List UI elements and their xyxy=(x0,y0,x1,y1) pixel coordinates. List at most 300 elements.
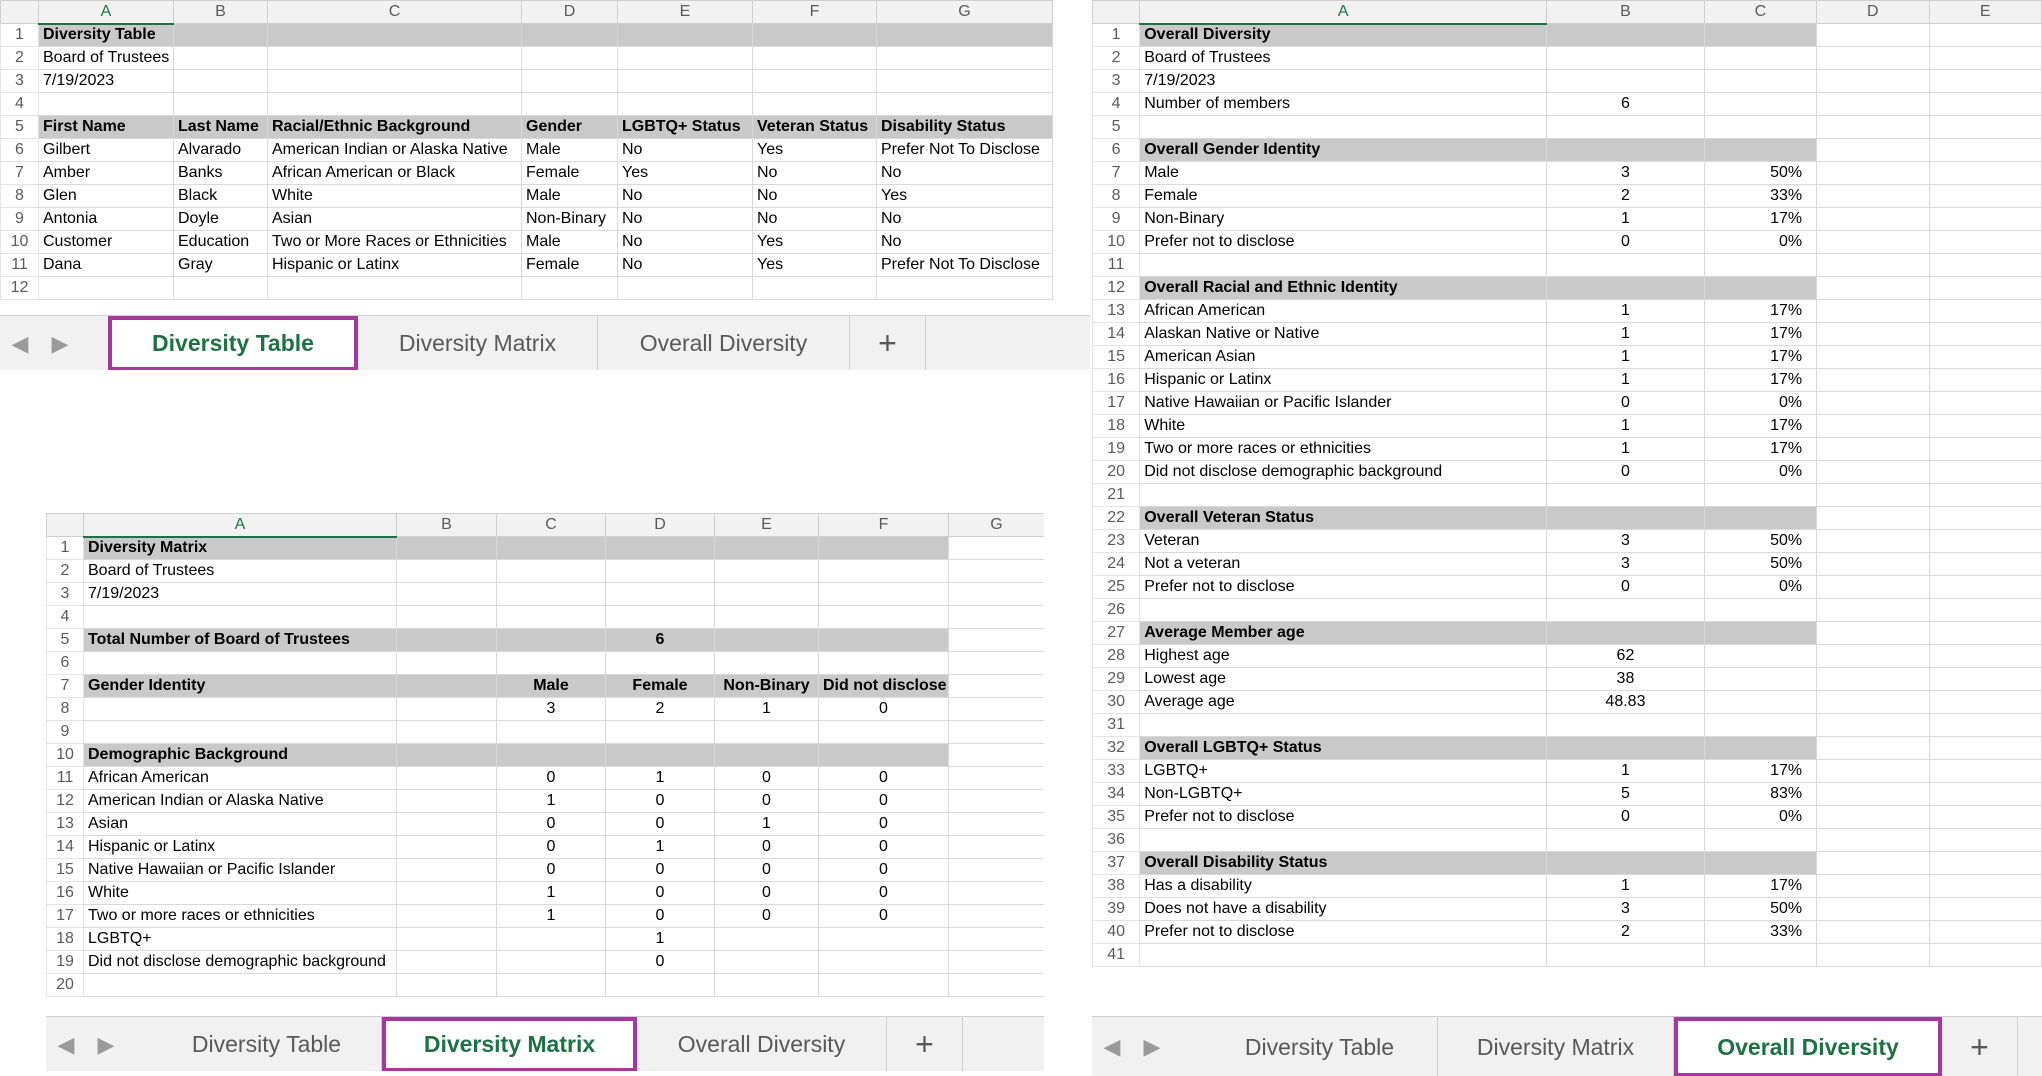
cell[interactable]: 6 xyxy=(606,629,715,652)
cell[interactable] xyxy=(397,652,497,675)
cell[interactable]: 1 xyxy=(1547,415,1704,438)
cell[interactable] xyxy=(268,277,522,300)
cell[interactable]: 7/19/2023 xyxy=(1140,70,1547,93)
cell[interactable]: 50% xyxy=(1704,553,1816,576)
cell[interactable] xyxy=(397,744,497,767)
cell[interactable] xyxy=(1817,737,1929,760)
cell[interactable] xyxy=(819,606,949,629)
select-all-corner[interactable] xyxy=(47,514,84,537)
cell[interactable]: Hispanic or Latinx xyxy=(1140,369,1547,392)
cell[interactable] xyxy=(397,836,497,859)
cell[interactable]: Prefer Not To Disclose xyxy=(877,254,1053,277)
row-header[interactable]: 20 xyxy=(47,974,84,997)
cell[interactable] xyxy=(1929,622,2041,645)
cell[interactable] xyxy=(1817,829,1929,852)
cell[interactable] xyxy=(1817,438,1929,461)
cell[interactable] xyxy=(606,974,715,997)
row-header[interactable]: 2 xyxy=(1,47,39,70)
cell[interactable]: No xyxy=(753,208,877,231)
cell[interactable] xyxy=(497,583,606,606)
cell[interactable]: Overall Disability Status xyxy=(1140,852,1547,875)
cell[interactable] xyxy=(1817,70,1929,93)
chevron-left-icon[interactable]: ◀ xyxy=(57,1031,75,1057)
row-header[interactable]: 17 xyxy=(1093,392,1140,415)
cell[interactable] xyxy=(1929,760,2041,783)
cell[interactable] xyxy=(715,537,819,560)
cell[interactable]: No xyxy=(877,208,1053,231)
cell[interactable] xyxy=(1817,392,1929,415)
cell[interactable]: 0 xyxy=(606,859,715,882)
cell[interactable] xyxy=(819,629,949,652)
cell[interactable]: 1 xyxy=(497,882,606,905)
cell[interactable]: No xyxy=(618,208,753,231)
cell[interactable] xyxy=(715,629,819,652)
cell[interactable] xyxy=(949,629,1045,652)
cell[interactable] xyxy=(1817,139,1929,162)
cell[interactable] xyxy=(1704,599,1816,622)
cell[interactable]: Did not disclose xyxy=(819,675,949,698)
cell[interactable]: African American or Black xyxy=(268,162,522,185)
cell[interactable] xyxy=(497,537,606,560)
column-header[interactable]: B xyxy=(174,1,268,24)
cell[interactable]: American Indian or Alaska Native xyxy=(84,790,397,813)
column-header[interactable]: C xyxy=(1704,1,1816,24)
row-header[interactable]: 1 xyxy=(47,537,84,560)
column-header[interactable]: B xyxy=(397,514,497,537)
cell[interactable] xyxy=(84,698,397,721)
cell[interactable] xyxy=(522,93,618,116)
cell[interactable]: Non-LGBTQ+ xyxy=(1140,783,1547,806)
cell[interactable]: American Indian or Alaska Native xyxy=(268,139,522,162)
cell[interactable] xyxy=(819,652,949,675)
cell[interactable] xyxy=(1547,714,1704,737)
column-header[interactable]: B xyxy=(1547,1,1704,24)
column-header[interactable]: D xyxy=(1817,1,1929,24)
cell[interactable] xyxy=(1929,691,2041,714)
cell[interactable]: Male xyxy=(1140,162,1547,185)
cell[interactable]: 17% xyxy=(1704,346,1816,369)
cell[interactable]: Male xyxy=(522,185,618,208)
cell[interactable] xyxy=(1929,806,2041,829)
cell[interactable]: Amber xyxy=(39,162,174,185)
column-header[interactable]: D xyxy=(522,1,618,24)
cell[interactable] xyxy=(1929,185,2041,208)
cell[interactable] xyxy=(949,974,1045,997)
row-header[interactable]: 10 xyxy=(47,744,84,767)
row-header[interactable]: 8 xyxy=(47,698,84,721)
cell[interactable]: 0% xyxy=(1704,461,1816,484)
cell[interactable]: 1 xyxy=(1547,300,1704,323)
cell[interactable] xyxy=(1704,93,1816,116)
cell[interactable]: No xyxy=(877,162,1053,185)
cell[interactable] xyxy=(174,47,268,70)
row-header[interactable]: 6 xyxy=(47,652,84,675)
cell[interactable] xyxy=(497,606,606,629)
cell[interactable]: Did not disclose demographic background xyxy=(84,951,397,974)
cell[interactable] xyxy=(949,928,1045,951)
row-header[interactable]: 8 xyxy=(1093,185,1140,208)
row-header[interactable]: 34 xyxy=(1093,783,1140,806)
cell[interactable] xyxy=(397,882,497,905)
row-header[interactable]: 36 xyxy=(1093,829,1140,852)
cell[interactable]: No xyxy=(618,254,753,277)
cell[interactable]: Average Member age xyxy=(1140,622,1547,645)
cell[interactable] xyxy=(1817,461,1929,484)
cell[interactable]: LGBTQ+ xyxy=(1140,760,1547,783)
cell[interactable] xyxy=(949,560,1045,583)
cell[interactable] xyxy=(1817,898,1929,921)
column-header[interactable]: C xyxy=(268,1,522,24)
chevron-left-icon[interactable]: ◀ xyxy=(11,330,29,356)
cell[interactable] xyxy=(1929,737,2041,760)
cell[interactable] xyxy=(397,629,497,652)
cell[interactable]: Gender Identity xyxy=(84,675,397,698)
cell[interactable] xyxy=(606,744,715,767)
cell[interactable]: American Asian xyxy=(1140,346,1547,369)
cell[interactable] xyxy=(949,537,1045,560)
cell[interactable]: First Name xyxy=(39,116,174,139)
cell[interactable]: 2 xyxy=(1547,921,1704,944)
cell[interactable] xyxy=(1817,231,1929,254)
cell[interactable] xyxy=(268,47,522,70)
cell[interactable] xyxy=(1817,875,1929,898)
cell[interactable]: 2 xyxy=(606,698,715,721)
cell[interactable]: No xyxy=(877,231,1053,254)
cell[interactable]: Average age xyxy=(1140,691,1547,714)
tab-overall-diversity[interactable]: Overall Diversity xyxy=(1674,1017,1942,1076)
cell[interactable]: 62 xyxy=(1547,645,1704,668)
cell[interactable]: 0 xyxy=(819,905,949,928)
cell[interactable] xyxy=(1929,898,2041,921)
row-header[interactable]: 6 xyxy=(1093,139,1140,162)
cell[interactable] xyxy=(949,721,1045,744)
row-header[interactable]: 19 xyxy=(47,951,84,974)
cell[interactable] xyxy=(1817,116,1929,139)
column-header[interactable]: F xyxy=(819,514,949,537)
cell[interactable] xyxy=(1817,185,1929,208)
cell[interactable] xyxy=(522,24,618,47)
tab-overall-diversity[interactable]: Overall Diversity xyxy=(637,1017,887,1071)
cell[interactable] xyxy=(949,813,1045,836)
cell[interactable]: Gray xyxy=(174,254,268,277)
cell[interactable] xyxy=(174,70,268,93)
cell[interactable] xyxy=(1817,484,1929,507)
cell[interactable]: Male xyxy=(522,139,618,162)
cell[interactable] xyxy=(1929,231,2041,254)
cell[interactable]: Yes xyxy=(753,139,877,162)
cell[interactable] xyxy=(819,974,949,997)
cell[interactable]: Doyle xyxy=(174,208,268,231)
cell[interactable] xyxy=(1817,760,1929,783)
cell[interactable] xyxy=(1929,415,2041,438)
cell[interactable]: White xyxy=(1140,415,1547,438)
cell[interactable] xyxy=(949,859,1045,882)
cell[interactable] xyxy=(1817,852,1929,875)
cell[interactable] xyxy=(1140,829,1547,852)
cell[interactable] xyxy=(1929,484,2041,507)
cell[interactable] xyxy=(1817,208,1929,231)
row-header[interactable]: 15 xyxy=(47,859,84,882)
cell[interactable] xyxy=(606,583,715,606)
cell[interactable]: 7/19/2023 xyxy=(84,583,397,606)
cell[interactable] xyxy=(1547,70,1704,93)
cell[interactable]: Prefer not to disclose xyxy=(1140,806,1547,829)
row-header[interactable]: 25 xyxy=(1093,576,1140,599)
cell[interactable]: Racial/Ethnic Background xyxy=(268,116,522,139)
cell[interactable]: Not a veteran xyxy=(1140,553,1547,576)
cell[interactable] xyxy=(877,47,1053,70)
row-header[interactable]: 18 xyxy=(47,928,84,951)
cell[interactable]: Board of Trustees xyxy=(39,47,174,70)
row-header[interactable]: 12 xyxy=(1,277,39,300)
cell[interactable]: 6 xyxy=(1547,93,1704,116)
cell[interactable] xyxy=(606,560,715,583)
cell[interactable]: Gender xyxy=(522,116,618,139)
cell[interactable] xyxy=(497,652,606,675)
cell[interactable] xyxy=(1704,70,1816,93)
cell[interactable] xyxy=(1929,645,2041,668)
cell[interactable]: Diversity Table xyxy=(39,24,174,47)
cell[interactable] xyxy=(949,882,1045,905)
cell[interactable] xyxy=(715,721,819,744)
cell[interactable]: Veteran Status xyxy=(753,116,877,139)
cell[interactable] xyxy=(1929,162,2041,185)
cell[interactable] xyxy=(397,859,497,882)
row-header[interactable]: 24 xyxy=(1093,553,1140,576)
cell[interactable]: 0 xyxy=(606,951,715,974)
cell[interactable] xyxy=(877,277,1053,300)
tab-diversity-matrix[interactable]: Diversity Matrix xyxy=(358,316,598,370)
cell[interactable]: Overall Diversity xyxy=(1140,24,1547,47)
cell[interactable] xyxy=(1929,277,2041,300)
cell[interactable] xyxy=(1704,714,1816,737)
row-header[interactable]: 2 xyxy=(47,560,84,583)
cell[interactable] xyxy=(949,583,1045,606)
cell[interactable] xyxy=(949,606,1045,629)
cell[interactable] xyxy=(1817,93,1929,116)
cell[interactable] xyxy=(1547,829,1704,852)
cell[interactable]: 0 xyxy=(715,790,819,813)
cell[interactable]: 0 xyxy=(606,790,715,813)
cell[interactable]: Male xyxy=(522,231,618,254)
row-header[interactable]: 41 xyxy=(1093,944,1140,967)
cell[interactable] xyxy=(1817,323,1929,346)
add-sheet-button[interactable]: + xyxy=(1942,1017,2018,1076)
cell[interactable]: Dana xyxy=(39,254,174,277)
cell[interactable] xyxy=(1547,139,1704,162)
cell[interactable]: 17% xyxy=(1704,415,1816,438)
cell[interactable] xyxy=(715,974,819,997)
cell[interactable]: Overall LGBTQ+ Status xyxy=(1140,737,1547,760)
cell[interactable]: Asian xyxy=(84,813,397,836)
cell[interactable] xyxy=(497,951,606,974)
column-header[interactable]: E xyxy=(618,1,753,24)
cell[interactable] xyxy=(1929,323,2041,346)
column-header[interactable]: D xyxy=(606,514,715,537)
cell[interactable]: 5 xyxy=(1547,783,1704,806)
cell[interactable] xyxy=(1704,277,1816,300)
cell[interactable] xyxy=(1704,24,1816,47)
cell[interactable] xyxy=(1929,70,2041,93)
cell[interactable] xyxy=(268,93,522,116)
cell[interactable]: 3 xyxy=(1547,162,1704,185)
cell[interactable]: Did not disclose demographic background xyxy=(1140,461,1547,484)
cell[interactable] xyxy=(1929,921,2041,944)
column-header[interactable]: E xyxy=(715,514,819,537)
cell[interactable] xyxy=(949,698,1045,721)
cell[interactable] xyxy=(1817,691,1929,714)
cell[interactable]: 0 xyxy=(1547,576,1704,599)
cell[interactable] xyxy=(1929,438,2041,461)
row-header[interactable]: 5 xyxy=(1093,116,1140,139)
cell[interactable] xyxy=(606,606,715,629)
cell[interactable]: No xyxy=(618,139,753,162)
cell[interactable] xyxy=(606,721,715,744)
chevron-right-icon[interactable]: ▶ xyxy=(51,330,69,356)
cell[interactable] xyxy=(949,905,1045,928)
cell[interactable] xyxy=(522,70,618,93)
row-header[interactable]: 8 xyxy=(1,185,39,208)
row-header[interactable]: 28 xyxy=(1093,645,1140,668)
cell[interactable]: 0 xyxy=(606,905,715,928)
cell[interactable]: 17% xyxy=(1704,300,1816,323)
cell[interactable] xyxy=(1929,369,2041,392)
cell[interactable] xyxy=(1817,921,1929,944)
tab-diversity-table[interactable]: Diversity Table xyxy=(152,1017,382,1071)
cell[interactable] xyxy=(1704,645,1816,668)
cell[interactable]: 0 xyxy=(819,698,949,721)
cell[interactable] xyxy=(1140,714,1547,737)
cell[interactable] xyxy=(606,652,715,675)
cell[interactable] xyxy=(84,606,397,629)
cell[interactable] xyxy=(1704,139,1816,162)
cell[interactable] xyxy=(1817,162,1929,185)
cell[interactable] xyxy=(1929,392,2041,415)
cell[interactable]: Black xyxy=(174,185,268,208)
cell[interactable]: No xyxy=(753,162,877,185)
cell[interactable] xyxy=(84,652,397,675)
cell[interactable] xyxy=(397,974,497,997)
cell[interactable] xyxy=(397,560,497,583)
cell[interactable]: Lowest age xyxy=(1140,668,1547,691)
row-header[interactable]: 5 xyxy=(47,629,84,652)
row-header[interactable]: 16 xyxy=(47,882,84,905)
cell[interactable]: Disability Status xyxy=(877,116,1053,139)
cell[interactable]: Non-Binary xyxy=(1140,208,1547,231)
cell[interactable]: 17% xyxy=(1704,875,1816,898)
cell[interactable]: 3 xyxy=(497,698,606,721)
cell[interactable]: 7/19/2023 xyxy=(39,70,174,93)
add-sheet-button[interactable]: + xyxy=(887,1017,963,1071)
cell[interactable]: Demographic Background xyxy=(84,744,397,767)
cell[interactable] xyxy=(1929,47,2041,70)
cell[interactable] xyxy=(1547,116,1704,139)
cell[interactable] xyxy=(715,583,819,606)
cell[interactable]: 17% xyxy=(1704,323,1816,346)
cell[interactable] xyxy=(39,93,174,116)
cell[interactable] xyxy=(1547,507,1704,530)
cell[interactable] xyxy=(1817,576,1929,599)
row-header[interactable]: 31 xyxy=(1093,714,1140,737)
cell[interactable] xyxy=(1140,484,1547,507)
column-header[interactable]: G xyxy=(877,1,1053,24)
cell[interactable]: 0% xyxy=(1704,576,1816,599)
tab-overall-diversity[interactable]: Overall Diversity xyxy=(598,316,850,370)
cell[interactable]: Education xyxy=(174,231,268,254)
row-header[interactable]: 13 xyxy=(47,813,84,836)
cell[interactable]: 17% xyxy=(1704,438,1816,461)
cell[interactable]: 33% xyxy=(1704,185,1816,208)
cell[interactable] xyxy=(1140,944,1547,967)
cell[interactable]: Yes xyxy=(877,185,1053,208)
cell[interactable] xyxy=(949,767,1045,790)
cell[interactable]: Native Hawaiian or Pacific Islander xyxy=(84,859,397,882)
cell[interactable]: African American xyxy=(84,767,397,790)
column-header[interactable]: A xyxy=(84,514,397,537)
cell[interactable]: 0 xyxy=(715,767,819,790)
row-header[interactable]: 7 xyxy=(47,675,84,698)
cell[interactable]: 1 xyxy=(715,813,819,836)
cell[interactable]: 1 xyxy=(606,767,715,790)
cell[interactable] xyxy=(819,560,949,583)
add-sheet-button[interactable]: + xyxy=(850,316,926,370)
cell[interactable] xyxy=(1140,254,1547,277)
cell[interactable]: 1 xyxy=(1547,875,1704,898)
cell[interactable] xyxy=(397,928,497,951)
tab-diversity-matrix[interactable]: Diversity Matrix xyxy=(382,1017,637,1071)
row-header[interactable]: 15 xyxy=(1093,346,1140,369)
cell[interactable]: 0 xyxy=(715,836,819,859)
cell[interactable] xyxy=(1929,783,2041,806)
cell[interactable] xyxy=(1929,944,2041,967)
row-header[interactable]: 14 xyxy=(47,836,84,859)
cell[interactable]: Gilbert xyxy=(39,139,174,162)
cell[interactable] xyxy=(1140,599,1547,622)
cell[interactable] xyxy=(715,652,819,675)
cell[interactable] xyxy=(1547,277,1704,300)
cell[interactable] xyxy=(618,70,753,93)
cell[interactable]: Number of members xyxy=(1140,93,1547,116)
cell[interactable] xyxy=(753,47,877,70)
column-header[interactable]: C xyxy=(497,514,606,537)
cell[interactable] xyxy=(1929,530,2041,553)
row-header[interactable]: 39 xyxy=(1093,898,1140,921)
cell[interactable] xyxy=(1929,576,2041,599)
cell[interactable] xyxy=(397,905,497,928)
cell[interactable]: 1 xyxy=(497,905,606,928)
cell[interactable] xyxy=(1704,254,1816,277)
cell[interactable]: 0% xyxy=(1704,231,1816,254)
cell[interactable] xyxy=(1704,507,1816,530)
cell[interactable]: 17% xyxy=(1704,760,1816,783)
cell[interactable] xyxy=(1704,47,1816,70)
cell[interactable] xyxy=(1547,24,1704,47)
cell[interactable]: 0 xyxy=(1547,806,1704,829)
cell[interactable]: 33% xyxy=(1704,921,1816,944)
cell[interactable]: Two or more races or ethnicities xyxy=(84,905,397,928)
cell[interactable] xyxy=(1817,599,1929,622)
row-header[interactable]: 38 xyxy=(1093,875,1140,898)
cell[interactable]: 0 xyxy=(819,836,949,859)
cell[interactable]: 3 xyxy=(1547,553,1704,576)
cell[interactable] xyxy=(1547,944,1704,967)
cell[interactable] xyxy=(753,24,877,47)
row-header[interactable]: 16 xyxy=(1093,369,1140,392)
row-header[interactable]: 4 xyxy=(1,93,39,116)
cell[interactable]: No xyxy=(618,231,753,254)
cell[interactable] xyxy=(397,767,497,790)
cell[interactable] xyxy=(497,974,606,997)
